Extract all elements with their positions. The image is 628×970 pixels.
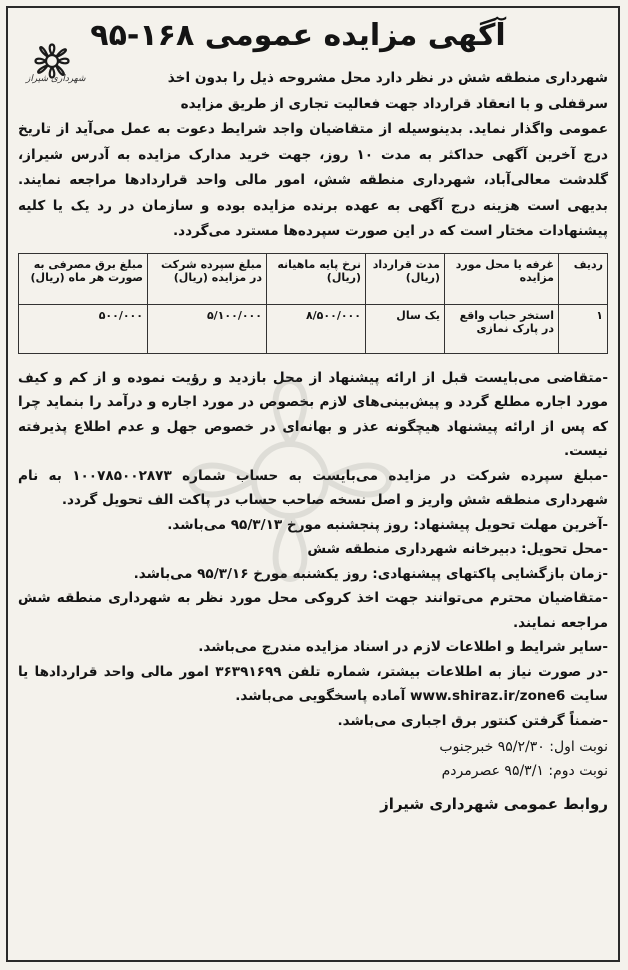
note-item: -متقاضیان محترم می‌توانند جهت اخذ کروکی محل مورد نظر به شهرداری منطقه شش مراجعه نمایند. — [18, 590, 608, 631]
municipality-logo-icon — [22, 16, 82, 106]
advertisement-page — [6, 6, 620, 962]
intro-line-1: شهرداری منطقه شش در نظر دارد محل مشروحه ذیل را بدون اخذ — [167, 70, 608, 86]
intro-text: عمومی واگذار نماید. بدینوسیله از متقاضیان واجد شرایط دعوت به عمل می‌آید از تاریخ درج آخرین آگهی حداکثر به مدت ۱۰ روز، جهت خرید مدارک مزایده به آدرس شیراز، گلدشت معالی‌آباد، شهرداری منطقه شش، امور مالی واحد قراردادها مراجعه نمایند. بدیهی است هزینه درج آگهی به عهده برنده مزایده بوده و سازمان در رد یک یا کلیه پیشنهادات مختار است که در این صورت سپرده‌ها مسترد می‌گردد. — [18, 121, 608, 239]
cell-row-number: ۱ — [559, 304, 608, 353]
col-contract-duration: مدت قرارداد (ریال) — [366, 253, 445, 304]
table-row — [19, 304, 608, 353]
first-publication: نوبت اول: ۹۵/۲/۳۰ خبرجنوب — [439, 739, 608, 755]
col-monthly-electricity: مبلغ برق مصرفی به صورت هر ماه (ریال) — [19, 253, 148, 304]
cell-contract-duration: یک سال — [366, 304, 445, 353]
note-item: -آخرین مهلت تحویل پیشنهاد: روز پنجشنبه مورخ ۹۵/۳/۱۳ می‌باشد. — [167, 516, 608, 533]
conditions-list — [18, 366, 608, 734]
cell-monthly-electricity: ۵۰۰/۰۰۰ — [19, 304, 148, 353]
note-item: -متقاضی می‌بایست قبل از ارائه پیشنهاد از محل بازدید و رؤیت نموده و از کم و کیف مورد اجاره مطلع گردد و پیش‌بینی‌های لازم بخصوص در مورد اجاره و درآمد را بنماید چرا که پس از ارائه پیشنهاد هیچگونه عذر و بهانه‌ای در خصوص جهل و عدم اطلاع پذیرفته نیست. — [18, 369, 608, 459]
note-item: -ضمناً گرفتن کنتور برق اجباری می‌باشد. — [337, 712, 608, 729]
note-item: -محل تحویل: دبیرخانه شهرداری منطقه شش — [307, 541, 608, 557]
col-deposit-amount: مبلغ سپرده شرکت در مزایده (ریال) — [148, 253, 267, 304]
cell-monthly-base-rate: ۸/۵۰۰/۰۰۰ — [267, 304, 366, 353]
note-item: -زمان بازگشایی پاکتهای پیشنهادی: روز یکشنبه مورخ ۹۵/۳/۱۶ می‌باشد. — [133, 565, 608, 582]
note-item: -سایر شرایط و اطلاعات لازم در اسناد مزایده مندرج می‌باشد. — [198, 639, 608, 655]
intro-line-2: سرقفلی و با انعقاد قرارداد جهت فعالیت تجاری از طریق مزایده — [180, 95, 608, 112]
note-item: -در صورت نیاز به اطلاعات بیشتر، شماره تلفن ۳۶۳۹۱۶۹۹ امور مالی واحد قراردادها یا سایت www.shiraz.ir/zone6 آماده پاسخگویی می‌باشد. — [18, 663, 608, 704]
table-header-row — [19, 253, 608, 304]
col-row-number: ردیف — [559, 253, 608, 304]
footer-signature: روابط عمومی شهرداری شیراز — [380, 795, 608, 813]
col-location: غرفه یا محل مورد مزایده — [445, 253, 559, 304]
cell-location: استخر حباب واقع در پارک نمازی — [445, 304, 559, 353]
col-monthly-base-rate: نرخ پایه ماهیانه (ریال) — [267, 253, 366, 304]
auction-items-table — [18, 253, 608, 354]
cell-deposit-amount: ۵/۱۰۰/۰۰۰ — [148, 304, 267, 353]
note-item: -مبلغ سپرده شرکت در مزایده می‌بایست به حساب شماره ۱۰۰۷۸۵۰۰۲۸۷۳ به نام شهرداری منطقه شش واریز و اصل نسخه صاحب حساب در پاکت الف تحویل گردد. — [18, 467, 608, 508]
second-publication: نوبت دوم: ۹۵/۳/۱ عصرمردم — [441, 763, 608, 779]
publication-schedule — [18, 735, 608, 783]
page-title: آگهی مزایده عمومی ۱۶۸-۹۵ — [90, 18, 506, 53]
logo-caption: شهرداری شیراز — [26, 74, 86, 84]
